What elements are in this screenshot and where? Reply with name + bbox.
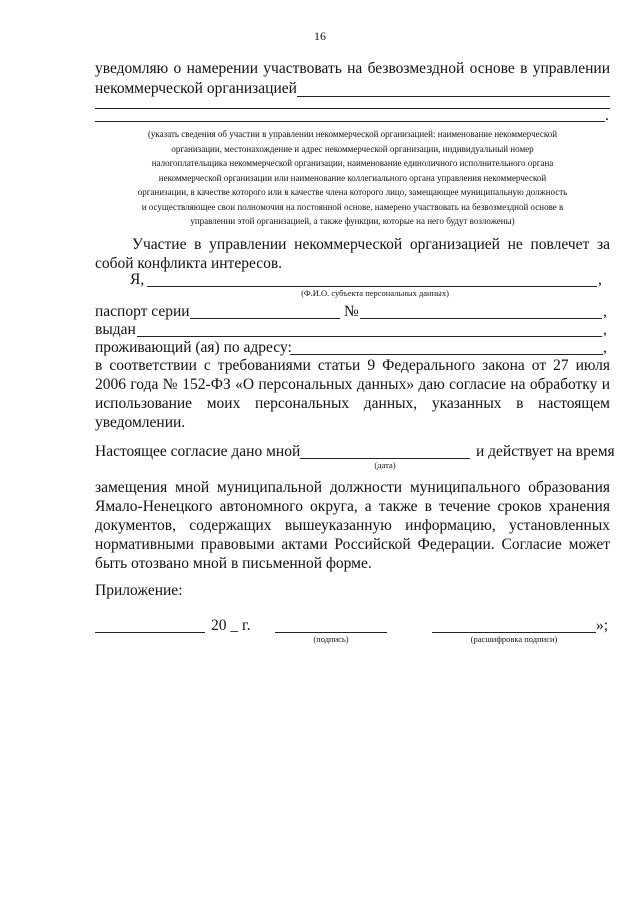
passport-label: паспорт серии (95, 303, 190, 320)
issued-comma: , (603, 321, 607, 338)
consent-given-label: Настоящее согласие дано мной (95, 443, 301, 460)
signature-year: 20 _ г. (211, 617, 251, 634)
signature-date-field[interactable] (95, 632, 205, 633)
law-line-3: использование моих персональных данных, указанных в настоящем (95, 395, 610, 412)
notice-hint-line: некоммерческой организации или наименование коллегиального органа управления некоммерческой (158, 172, 547, 183)
conflict-line-1: Участие в управлении некоммерческой организацией не повлечет за (132, 236, 610, 253)
validity-line-5: быть отозвано мной в письменной форме. (95, 555, 372, 572)
notice-hint-line: и осуществляющее свои полномочия на постоянной основе, намерено участвовать на безвозмездной основе в (141, 201, 564, 212)
validity-line-1: замещения мной муниципальной должности муниципального образования (95, 479, 610, 496)
conflict-line-2: собой конфликта интересов. (95, 255, 283, 272)
notice-org-field-2[interactable] (95, 108, 610, 109)
consent-date-field[interactable] (300, 458, 470, 459)
signature-decode-field[interactable] (432, 632, 596, 633)
validity-line-4: нормативными правовыми актами Российской Федерации. Согласие может (95, 536, 610, 553)
notice-line-1: уведомляю о намерении участвовать на безвозмездной основе в управлении (95, 60, 610, 77)
consent-ya: Я, (130, 271, 145, 288)
notice-hint-line: организации, в качестве которого или в качестве члена которого лицо, замещающее муниципальную должность (137, 187, 568, 197)
issued-field[interactable] (137, 336, 602, 337)
decode-caption: (расшифровка подписи) (470, 634, 558, 644)
residing-comma: , (603, 339, 607, 356)
attachment-label: Приложение: (95, 582, 183, 599)
passport-comma: , (603, 303, 607, 320)
notice-org-field-3[interactable] (95, 121, 605, 122)
passport-number-label: № (344, 303, 359, 320)
fio-comma: , (598, 271, 602, 288)
law-line-1: в соответствии с требованиями статьи 9 Федерального закона от 27 июля (95, 357, 610, 374)
date-caption: (дата) (374, 460, 396, 470)
passport-series-field[interactable] (190, 318, 340, 319)
notice-period: . (605, 107, 609, 124)
notice-hint-line: налогоплательщика некоммерческой организации, наименование единоличного исполнительного органа (151, 158, 554, 168)
validity-line-3: документов, содержащих вышеуказанную информацию, установленных (95, 517, 610, 534)
residing-field[interactable] (290, 354, 603, 355)
fio-field[interactable] (147, 286, 597, 287)
law-line-4: уведомлении. (95, 414, 186, 431)
notice-hint-line: управлении этой организацией, а также функции, которые на него будут возложены) (190, 216, 515, 226)
passport-number-field[interactable] (360, 318, 602, 319)
residing-label: проживающий (ая) по адресу: (95, 339, 292, 356)
notice-hint-line: (указать сведения об участии в управлении некоммерческой организацией: наименование некоммерческой (147, 129, 558, 139)
signature-field[interactable] (275, 632, 387, 633)
consent-acts-label: и действует на время (476, 443, 615, 460)
issued-label: выдан (95, 321, 136, 338)
validity-line-2: Ямало-Ненецкого автономного округа, а также в течение сроков хранения (95, 498, 610, 515)
page-number: 16 (314, 29, 326, 43)
fio-caption: (Ф.И.О. субъекта персональных данных) (301, 288, 449, 298)
signature-end-mark: »; (596, 617, 609, 634)
notice-hint-line: организации, местонахождение и адрес некоммерческой организации, индивидуальный номер (171, 143, 534, 154)
signature-caption: (подпись) (313, 634, 349, 644)
notice-line-2: некоммерческой организацией (95, 80, 297, 97)
notice-hint (85, 127, 620, 229)
law-line-2: 2006 года № 152-ФЗ «О персональных данных» даю согласие на обработку и (95, 376, 610, 393)
notice-org-field-1[interactable] (297, 96, 610, 97)
